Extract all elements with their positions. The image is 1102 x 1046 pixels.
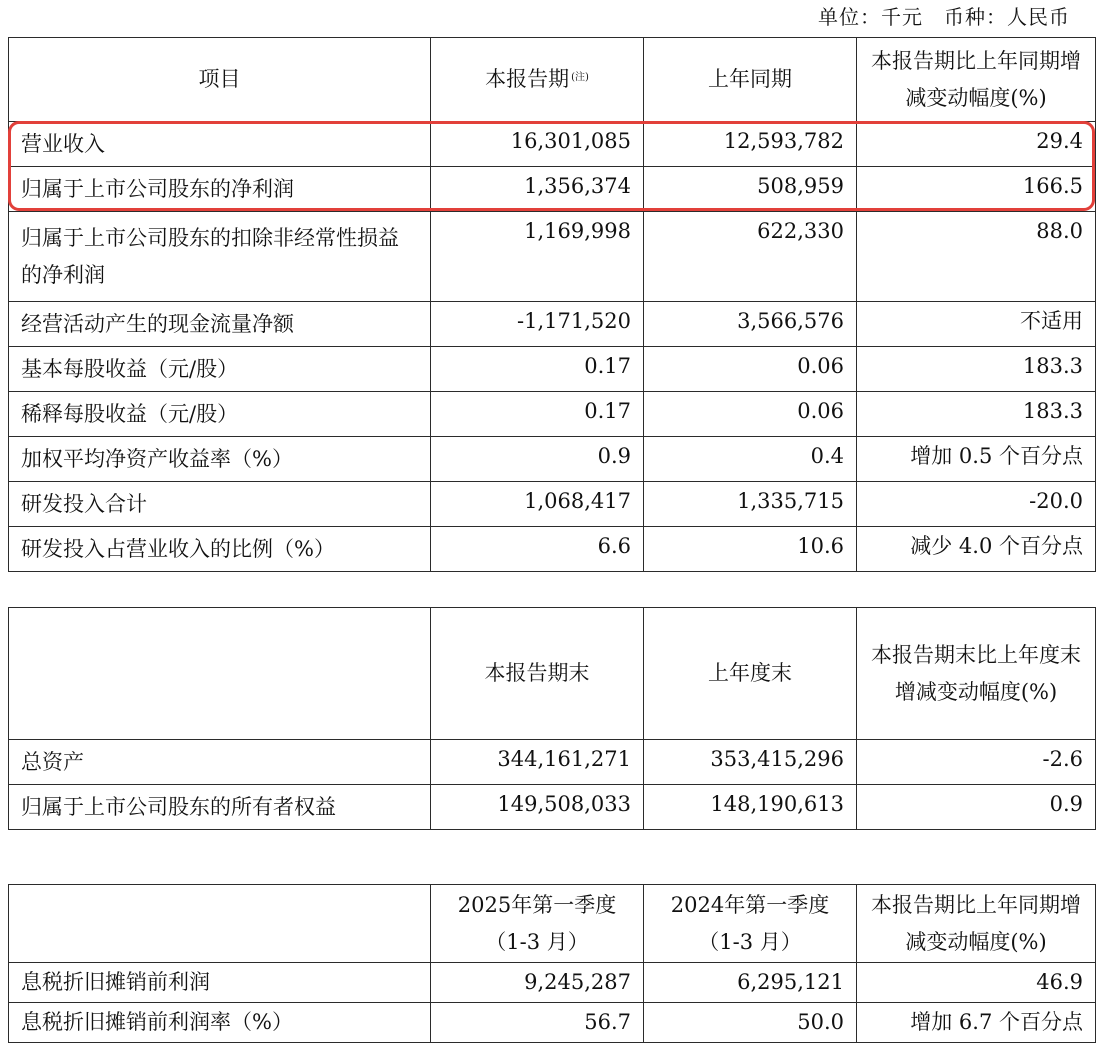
table-row	[9, 122, 1096, 167]
table-row	[9, 437, 1096, 482]
cell-value: -1,171,520	[431, 302, 644, 347]
table-row	[9, 167, 1096, 212]
cell-value: 1,068,417	[431, 482, 644, 527]
row-label: 加权平均净资产收益率（%）	[9, 437, 431, 482]
cell-value: 88.0	[857, 212, 1096, 302]
cell-value: -2.6	[857, 740, 1096, 785]
column-header-q1-2025: 2025年第一季度（1-3 月）	[431, 885, 644, 963]
cell-value: 1,169,998	[431, 212, 644, 302]
row-label: 研发投入合计	[9, 482, 431, 527]
column-header-period-end: 本报告期末	[431, 608, 644, 740]
row-label: 归属于上市公司股东的扣除非经常性损益的净利润	[9, 212, 431, 302]
table-row	[9, 482, 1096, 527]
table-row	[9, 963, 1096, 1003]
cell-value: 9,245,287	[431, 963, 644, 1003]
column-header-change-pct: 本报告期比上年同期增减变动幅度(%)	[857, 885, 1096, 963]
row-label: 营业收入	[9, 122, 431, 167]
row-label: 息税折旧摊销前利润	[9, 963, 431, 1003]
cell-value: 1,356,374	[431, 167, 644, 212]
column-header-item	[9, 885, 431, 963]
cell-value: 148,190,613	[644, 785, 857, 830]
column-header-item	[9, 608, 431, 740]
table-row	[9, 527, 1096, 572]
balance-sheet-table	[8, 607, 1096, 830]
column-header-change-pct: 本报告期末比上年度末增减变动幅度(%)	[857, 608, 1096, 740]
cell-value: 56.7	[431, 1003, 644, 1043]
table-row	[9, 1003, 1096, 1043]
table-row	[9, 302, 1096, 347]
cell-value: 183.3	[857, 392, 1096, 437]
table-header-row	[9, 38, 1096, 122]
row-label: 总资产	[9, 740, 431, 785]
unit-currency-line: 单位：千元 币种：人民币	[818, 5, 1070, 29]
cell-value: 6.6	[431, 527, 644, 572]
column-header-prior-period: 上年同期	[644, 38, 857, 122]
key-financials-table	[8, 37, 1096, 572]
row-label: 归属于上市公司股东的所有者权益	[9, 785, 431, 830]
table-row	[9, 212, 1096, 302]
cell-value: 622,330	[644, 212, 857, 302]
cell-value: 166.5	[857, 167, 1096, 212]
cell-value: 46.9	[857, 963, 1096, 1003]
cell-value: 16,301,085	[431, 122, 644, 167]
cell-value: 149,508,033	[431, 785, 644, 830]
cell-value: 29.4	[857, 122, 1096, 167]
cell-value: 50.0	[644, 1003, 857, 1043]
cell-value: 增加 0.5 个百分点	[857, 437, 1096, 482]
row-label: 经营活动产生的现金流量净额	[9, 302, 431, 347]
cell-value: 0.06	[644, 392, 857, 437]
column-header-item: 项目	[9, 38, 431, 122]
cell-value: 10.6	[644, 527, 857, 572]
cell-value: 6,295,121	[644, 963, 857, 1003]
cell-value: 344,161,271	[431, 740, 644, 785]
header-note: (注)	[571, 72, 589, 83]
row-label: 研发投入占营业收入的比例（%）	[9, 527, 431, 572]
cell-value: 减少 4.0 个百分点	[857, 527, 1096, 572]
table-header-row	[9, 608, 1096, 740]
cell-value: 3,566,576	[644, 302, 857, 347]
cell-value: 183.3	[857, 347, 1096, 392]
cell-value: 508,959	[644, 167, 857, 212]
table-row	[9, 392, 1096, 437]
row-label: 息税折旧摊销前利润率（%）	[9, 1003, 431, 1043]
row-label: 基本每股收益（元/股）	[9, 347, 431, 392]
cell-value: 0.4	[644, 437, 857, 482]
table-row	[9, 347, 1096, 392]
column-header-prior-year-end: 上年度末	[644, 608, 857, 740]
row-label: 稀释每股收益（元/股）	[9, 392, 431, 437]
column-header-change-pct: 本报告期比上年同期增减变动幅度(%)	[857, 38, 1096, 122]
column-header-q1-2024: 2024年第一季度（1-3 月）	[644, 885, 857, 963]
cell-value: 增加 6.7 个百分点	[857, 1003, 1096, 1043]
cell-value: 不适用	[857, 302, 1096, 347]
cell-value: 1,335,715	[644, 482, 857, 527]
ebitda-table	[8, 884, 1096, 1043]
table-row	[9, 785, 1096, 830]
cell-value: 0.17	[431, 392, 644, 437]
cell-value: 0.06	[644, 347, 857, 392]
cell-value: 0.17	[431, 347, 644, 392]
cell-value: 0.9	[431, 437, 644, 482]
row-label: 归属于上市公司股东的净利润	[9, 167, 431, 212]
cell-value: 12,593,782	[644, 122, 857, 167]
cell-value: -20.0	[857, 482, 1096, 527]
column-header-current-period: 本报告期 $^{(注)}$	[431, 38, 644, 122]
table-header-row	[9, 885, 1096, 963]
cell-value: 0.9	[857, 785, 1096, 830]
cell-value: 353,415,296	[644, 740, 857, 785]
table-row	[9, 740, 1096, 785]
